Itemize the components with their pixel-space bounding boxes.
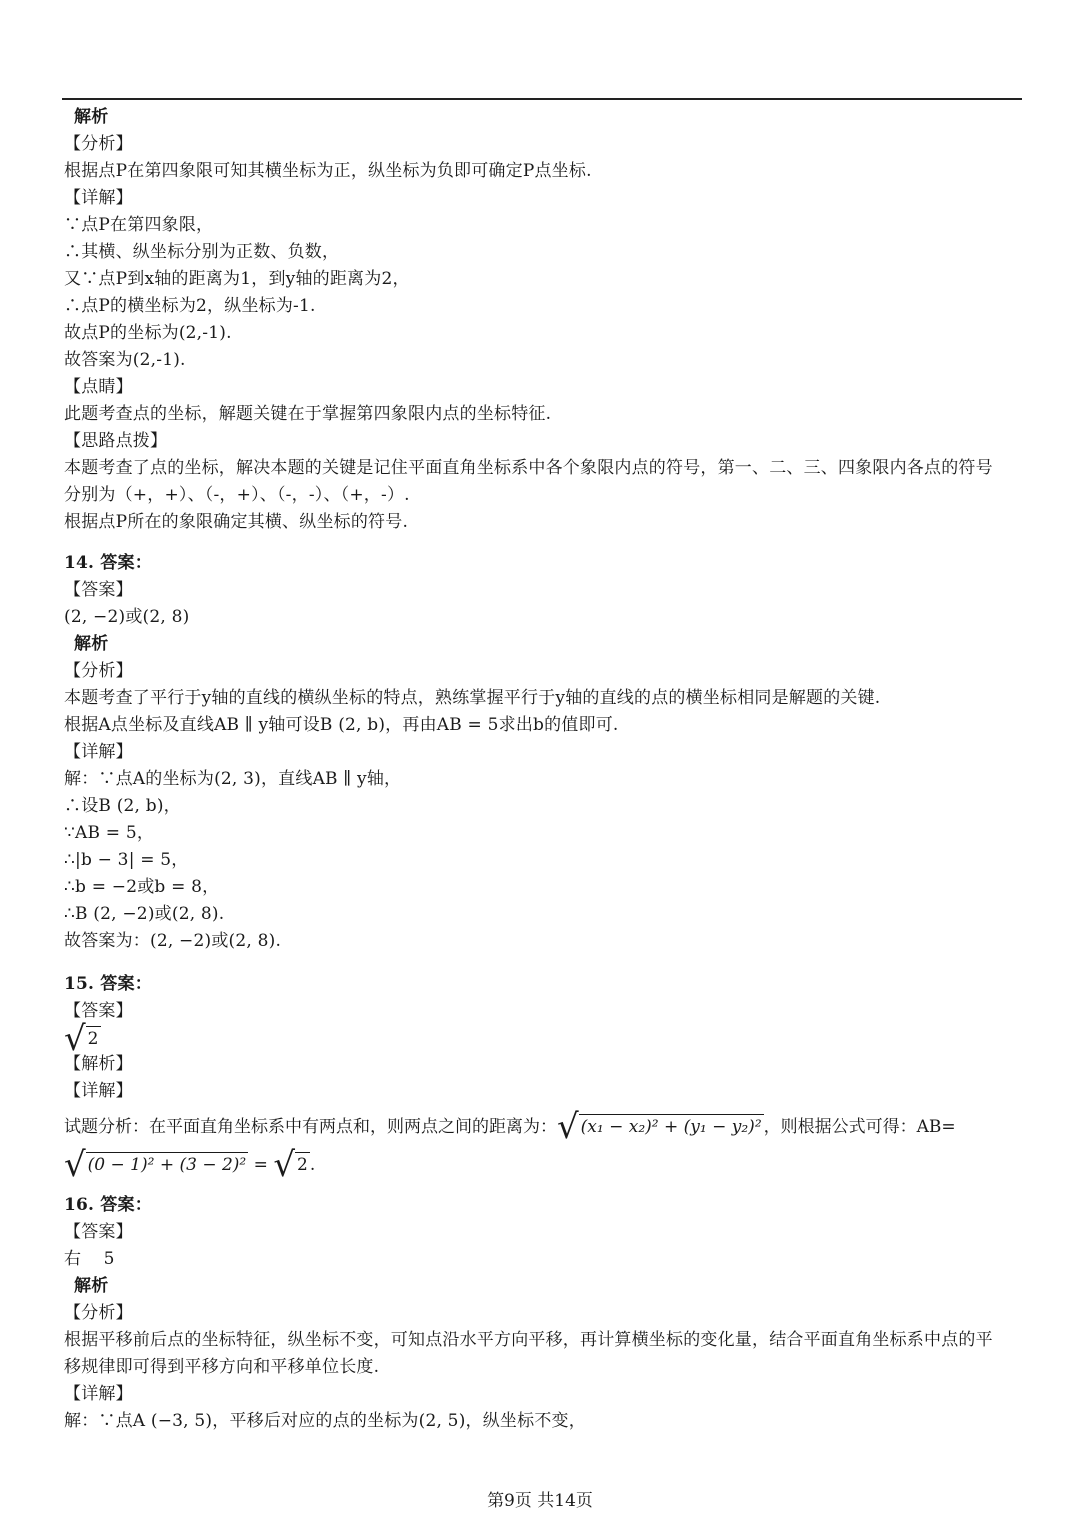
fenxi-text: 本题考查了平行于y轴的直线的横纵坐标的特点，熟练掌握平行于y轴的直线的点的横坐标相同是解题的关键. xyxy=(64,688,881,708)
silu-heading: 【思路点拨】 xyxy=(64,431,168,451)
daan-heading: 【答案】 xyxy=(64,580,133,600)
question-16-title: 16. 答案： xyxy=(64,1195,152,1215)
formula-line: √ (0 − 1)² + (3 − 2)² = √ 2 . xyxy=(64,1145,316,1185)
detail-line: ∴|b − 3| = 5， xyxy=(64,850,189,870)
detail-line: 故答案为：(2, −2)或(2, 8). xyxy=(64,931,282,951)
dianjing-heading: 【点睛】 xyxy=(64,377,133,397)
detail-line: ∴其横、纵坐标分别为正数、负数， xyxy=(64,242,340,262)
sqrt-icon: √ xyxy=(64,1019,86,1059)
silu-text: 根据点P所在的象限确定其横、纵坐标的符号. xyxy=(64,512,409,532)
silu-text: 本题考查了点的坐标，解决本题的关键是记住平面直角坐标系中各个象限内点的符号，第一、二、三、四象限内各点的符号 xyxy=(64,458,993,478)
detail-line: 故答案为(2,-1). xyxy=(64,350,186,370)
fenxi-text: 根据点P在第四象限可知其横坐标为正，纵坐标为负即可确定P点坐标. xyxy=(64,161,592,181)
page-footer: 第9页 共14页 xyxy=(487,1491,593,1511)
detail-line: ∴b = −2或b = 8， xyxy=(64,877,220,897)
fenxi-heading: 【分析】 xyxy=(64,1303,133,1323)
answer-value: 右 5 xyxy=(64,1249,115,1269)
daan-heading: 【答案】 xyxy=(64,1222,133,1242)
fenxi-heading: 【分析】 xyxy=(64,661,133,681)
formula-line: 试题分析：在平面直角坐标系中有两点和，则两点之间的距离为：√ (x₁ − x₂)² + (y₁ − y₂)² ，则根据公式可得：AB= xyxy=(64,1107,956,1147)
jiexi-heading: 解析 xyxy=(74,634,109,654)
detail-line: ∴设B (2, b)， xyxy=(64,796,181,816)
fenxi-text: 移规律即可得到平移方向和平移单位长度. xyxy=(64,1357,380,1377)
detail-line: 故点P的坐标为(2,-1). xyxy=(64,323,232,343)
xiangjie-heading: 【详解】 xyxy=(64,188,133,208)
jiexi-heading: 【解析】 xyxy=(64,1054,133,1074)
question-14-title: 14. 答案： xyxy=(64,553,152,573)
answer-sqrt: √ 2 xyxy=(64,1019,99,1059)
fenxi-text: 根据A点坐标及直线AB ∥ y轴可设B (2, b)，再由AB = 5求出b的值即可. xyxy=(64,715,619,735)
question-15-title: 15. 答案： xyxy=(64,974,152,994)
detail-line: ∴B (2, −2)或(2, 8). xyxy=(64,904,225,924)
daan-heading: 【答案】 xyxy=(64,1001,133,1021)
dianjing-text: 此题考查点的坐标，解题关键在于掌握第四象限内点的坐标特征. xyxy=(64,404,552,424)
jiexi-heading: 解析 xyxy=(74,107,109,127)
jiexi-heading: 解析 xyxy=(74,1276,109,1296)
silu-text: 分别为（+，+）、（-，+）、（-，-）、（+，-）. xyxy=(64,485,410,505)
detail-line: 解：∵点A (−3, 5)，平移后对应的点的坐标为(2, 5)，纵坐标不变， xyxy=(64,1411,586,1431)
detail-line: ∵点P在第四象限， xyxy=(64,215,214,235)
xiangjie-heading: 【详解】 xyxy=(64,1081,133,1101)
header-rule xyxy=(62,98,1022,100)
sqrt-icon: √ xyxy=(557,1107,579,1147)
xiangjie-heading: 【详解】 xyxy=(64,742,133,762)
fenxi-text: 根据平移前后点的坐标特征，纵坐标不变，可知点沿水平方向平移，再计算横坐标的变化量，结合平面直角坐标系中点的平 xyxy=(64,1330,993,1350)
xiangjie-heading: 【详解】 xyxy=(64,1384,133,1404)
detail-line: 又∵点P到x轴的距离为1，到y轴的距离为2， xyxy=(64,269,410,289)
detail-line: ∵AB = 5， xyxy=(64,823,155,843)
sqrt-icon: √ xyxy=(64,1145,86,1185)
answer-value: (2, −2)或(2, 8) xyxy=(64,607,190,627)
fenxi-heading: 【分析】 xyxy=(64,134,133,154)
sqrt-icon: √ xyxy=(273,1145,295,1185)
detail-line: 解：∵点A的坐标为(2, 3)，直线AB ∥ y轴， xyxy=(64,769,402,789)
detail-line: ∴点P的横坐标为2，纵坐标为-1. xyxy=(64,296,316,316)
